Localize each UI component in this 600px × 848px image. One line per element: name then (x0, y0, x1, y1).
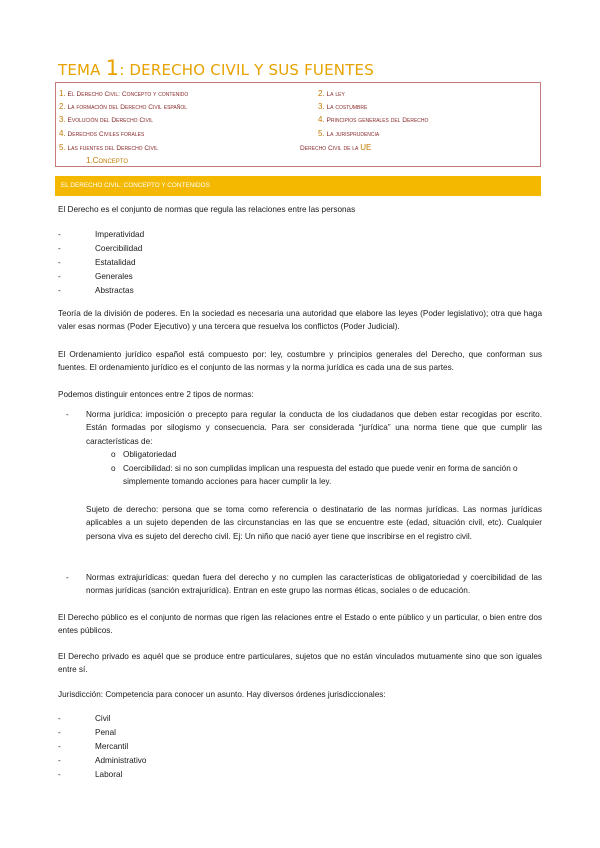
toc-item[interactable]: 3. La costumbre (318, 102, 368, 111)
paragraph: El Ordenamiento jurídico español está compuesto por: ley, costumbre y principios generales del Derecho, que conforman sus fuentes. El ordenamiento jurídico es el conjunto de las normas y la norma jurídica es cada una de sus partes. (58, 350, 542, 373)
paragraph: Jurisdicción: Competencia para conocer un asunto. Hay diversos órdenes jurisdiccionales: (58, 690, 386, 699)
toc-item[interactable]: 1. El Derecho Civil: Concepto y contenido (59, 89, 189, 98)
paragraph-sujeto: Sujeto de derecho: persona que se toma como referencia o destinatario de las normas jurídicas. Las normas jurídicas aplicables a un sujeto dependen de las circunstancias en las que se encuentre este (edad, situación civil, etc). Cualquier persona viva es sujeto del derecho civil. Ej: Un niño que nació ayer tiene que inscribirse en el registro civil. (86, 505, 542, 541)
toc-item[interactable]: 2. La ley (318, 89, 345, 98)
paragraph: El Derecho es el conjunto de normas que regula las relaciones entre las personas (58, 205, 356, 214)
list-item: - Civil (58, 714, 111, 723)
list-item: - Penal (58, 728, 116, 737)
list-item: - Generales (58, 272, 133, 281)
list-item: - Coercibilidad (58, 244, 143, 253)
sub-bullet: o Coercibilidad: si no son cumplidas implican una respuesta del estado que puede venir en forma de sanción o simplemente tomando acciones para hacer cumplir la ley. (111, 464, 518, 487)
list-item-norma-juridica: - Norma jurídica: imposición o precepto para regular la conducta de los ciudadanos que deben estar recogidas por escrito. Están formadas por silogismo y consecuencia. Para ser considerada “jurídica” una norma tiene que que cumplir las características de: (66, 410, 542, 446)
list-item: - Administrativo (58, 756, 147, 765)
list-item-extrajuridicas: - Normas extrajurídicas: quedan fuera del derecho y no cumplen las características de obligatoriedad y coercibilidad de las normas jurídicas (sanción extrajurídica). Entran en este grupo las normas éticas, sociales o de educación. (66, 573, 542, 596)
toc-item[interactable]: 4. Principios generales del Derecho (318, 115, 429, 124)
section-header: EL DERECHO CIVIL: CONCEPTO Y CONTENIDOS (55, 176, 541, 196)
toc-item[interactable]: Derecho Civil de la UE (300, 143, 372, 152)
sub-bullet: o Obligatoriedad (111, 450, 177, 459)
list-item: - Mercantil (58, 742, 129, 751)
list-item: - Imperatividad (58, 230, 145, 239)
page-title: TEMA 1: DERECHO CIVIL Y SUS FUENTES (58, 56, 374, 80)
list-item: - Laboral (58, 770, 123, 779)
toc-item[interactable]: 4. Derechos Civiles forales (59, 129, 145, 138)
toc-item[interactable]: 5. La jurisprudencia (318, 129, 380, 138)
paragraph: Teoría de la división de poderes. En la sociedad es necesaria una autoridad que elabore las leyes (Poder legislativo); otra que haga valer esas normas (Poder Ejecutivo) y una tercera que resuelva los conflictos (Poder Judicial). (58, 309, 542, 332)
toc-item[interactable]: 2. La formación del Derecho Civil español (59, 102, 188, 111)
table-of-contents (55, 82, 541, 167)
paragraph: El Derecho privado es aquél que se produce entre particulares, sujetos que no están vinculados mutuamente sino que son iguales entre sí. (58, 652, 542, 675)
paragraph: El Derecho público es el conjunto de normas que rigen las relaciones entre el Estado o ente público y un particular, o bien entre dos entes públicos. (58, 613, 542, 636)
toc-subitem[interactable]: 1.Concepto (86, 156, 129, 165)
paragraph: Podemos distinguir entonces entre 2 tipos de normas: (58, 390, 254, 399)
list-item: - Abstractas (58, 286, 134, 295)
list-item: - Estatalidad (58, 258, 136, 267)
toc-item[interactable]: 5. Las fuentes del Derecho Civil (59, 143, 159, 152)
toc-item[interactable]: 3. Evolución del Derecho Civil (59, 115, 154, 124)
